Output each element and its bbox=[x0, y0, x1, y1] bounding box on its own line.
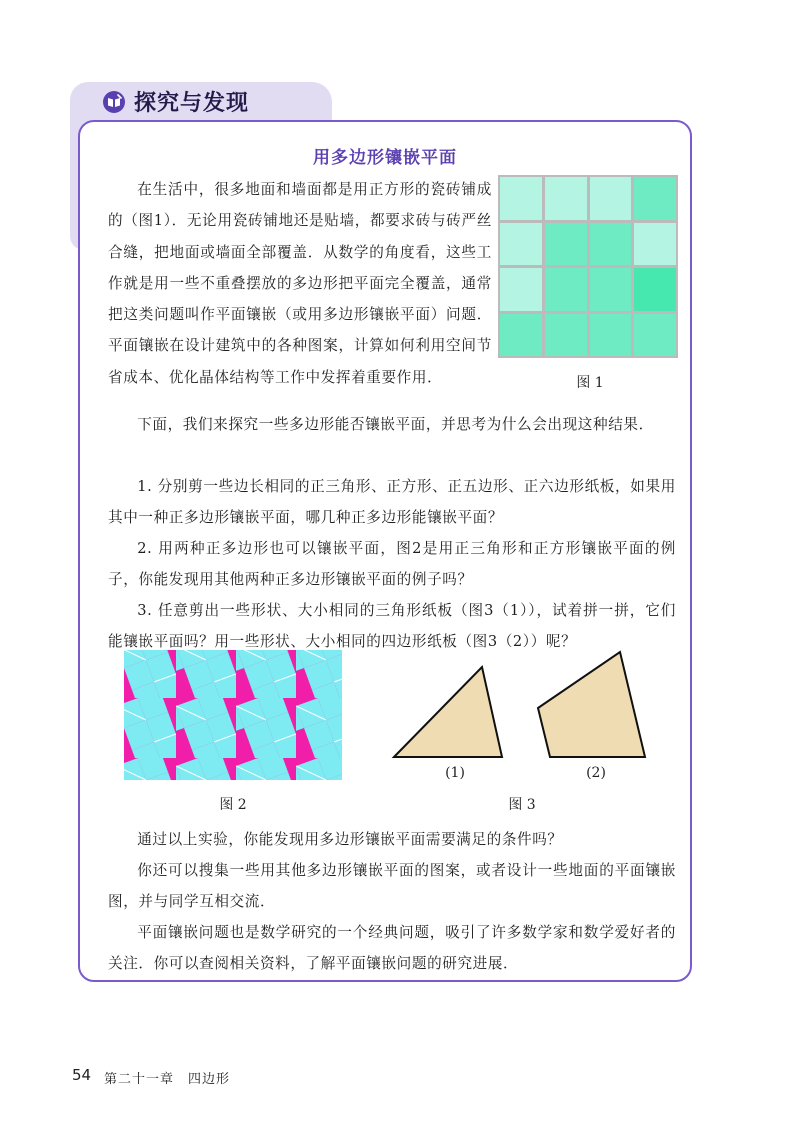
tile bbox=[545, 177, 587, 220]
section-header-title: 探究与发现 bbox=[134, 91, 250, 116]
section-title: 用多边形镶嵌平面 bbox=[313, 148, 457, 168]
question-2: 2. 用两种正多边形也可以镶嵌平面，图2是用正三角形和正方形镶嵌平面的例子，你能发现用其他两种正多边形镶嵌平面的例子吗？ bbox=[108, 540, 676, 589]
tile bbox=[590, 223, 632, 266]
question-3: 3. 任意剪出一些形状、大小相同的三角形纸板（图3（1）），试着拼一拼，它们能镶嵌平面吗？用一些形状、大小相同的四边形纸板（图3（2））呢？ bbox=[108, 602, 676, 651]
question-1: 1. 分别剪一些边长相同的正三角形、正方形、正五边形、正六边形纸板，如果用其中一种正多边形镶嵌平面，哪几种正多边形能镶嵌平面？ bbox=[108, 478, 676, 527]
figure-3-caption: 图 3 bbox=[508, 797, 536, 813]
book-icon bbox=[102, 90, 126, 114]
paragraph-conclusion: 通过以上实验，你能发现用多边形镶嵌平面需要满足的条件吗？ bbox=[137, 831, 563, 848]
figure-2-triangle-square-tiling bbox=[124, 650, 342, 780]
tile bbox=[634, 314, 676, 357]
tile bbox=[500, 177, 542, 220]
chapter-title: 第二十一章 四边形 bbox=[104, 1072, 231, 1087]
tile bbox=[545, 223, 587, 266]
figure-3-quadrilateral bbox=[538, 652, 645, 757]
tile bbox=[590, 314, 632, 357]
figure-3-shapes bbox=[380, 640, 670, 765]
tile bbox=[634, 268, 676, 311]
tile bbox=[545, 314, 587, 357]
tile bbox=[590, 177, 632, 220]
figure-1-caption: 图 1 bbox=[576, 375, 604, 391]
paragraph-research: 平面镶嵌问题也是数学研究的一个经典问题，吸引了许多数学家和数学爱好者的关注．你可以查阅相关资料，了解平面镶嵌问题的研究进展． bbox=[108, 924, 676, 973]
tile bbox=[500, 223, 542, 266]
paragraph-collect: 你还可以搜集一些用其他多边形镶嵌平面的图案，或者设计一些地面的平面镶嵌图，并与同学互相交流． bbox=[108, 862, 676, 911]
tile bbox=[590, 268, 632, 311]
page-number: 54 bbox=[72, 1066, 92, 1084]
figure-3-label-2: (2) bbox=[586, 765, 606, 781]
figure-2-caption: 图 2 bbox=[219, 797, 247, 813]
figure-1-square-tiling bbox=[498, 175, 678, 358]
paragraph-explore: 下面，我们来探究一些多边形能否镶嵌平面，并思考为什么会出现这种结果． bbox=[137, 416, 654, 433]
paragraph-intro: 在生活中，很多地面和墙面都是用正方形的瓷砖铺成的（图1）．无论用瓷砖铺地还是贴墙，都要求砖与砖严丝合缝，把地面或墙面全部覆盖．从数学的角度看，这些工作就是用一些不重叠摆放的多边形把平面完全覆盖，通常把这类问题叫作平面镶嵌（或用多边形镶嵌平面）问题．平面镶嵌在设计建筑中的各种图案，计算如何利用空间节省成本、优化晶体结构等工作中发挥着重要作用． bbox=[108, 181, 492, 386]
figure-3-triangle bbox=[394, 667, 502, 757]
figure-3-label-1: (1) bbox=[445, 765, 465, 781]
tile bbox=[500, 314, 542, 357]
tile bbox=[634, 177, 676, 220]
tile bbox=[545, 268, 587, 311]
tile bbox=[634, 223, 676, 266]
tile bbox=[500, 268, 542, 311]
